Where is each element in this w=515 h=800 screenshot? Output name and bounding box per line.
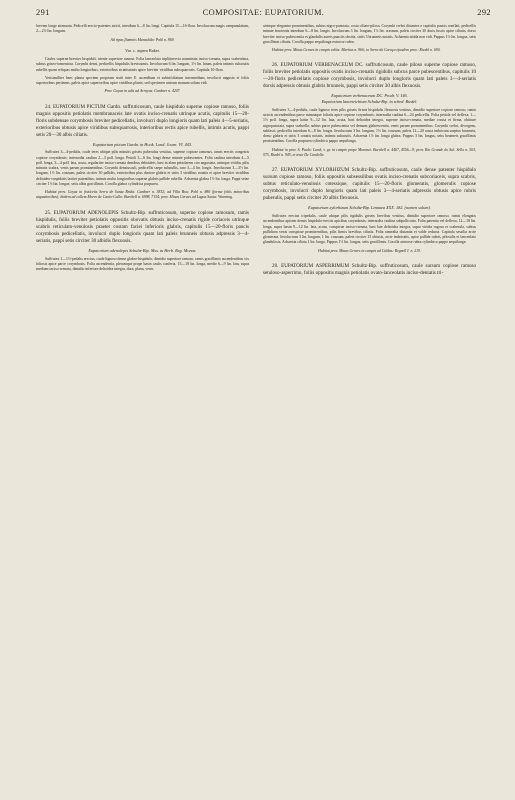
- species-25-heading: 25. EUPATORIUM ADENOLEPIS Schultz-Bip. suffruticosum, superne copiose ramosum, ramis hispidulis, foliis breviter petiolatis oppositis obovatis obtusis inciso-crenatis rigide coriaceis utrinque scabris reticulato-venulosis praeter costam faciei inferioris glabris, capitulis 15—20-floris paucis corymbosis pedicellatis, involucri duplo longioris quam lati paleis brunneis obtusis adpressis 3—4-seriatis, pappi setis circiter 30 albidis flexuosis.: [36, 209, 249, 244]
- left-column: [36, 24, 249, 794]
- species-28-heading: 28. EUPATORIUM ASPERRIMUM Schultz-Bip. suffruticosum, caule sursum copiose ramoso setuloso-asperrimo, foliis oppositis magnis petiolatis ovato-lanceolatis inciso-dentatis tri-: [263, 262, 476, 276]
- species-24-description: Suffrutex 3—4-pedalis, caule teres ubique pilis minutis griseis puberulus vestitus, superne copiose ramosus, ramis erectis congestis copiose corymbosis; internodia caulina 2—3 poll. longa. Petioli 3—6 lin. longi dense minute pubescentes. Folia caulina interdum 4—5 poll. longa, 3—4 poll. lata, acuta, regulariter inciso-crenata dentibus deltoideis, basi in alam petiolarem cito angustata, utrinque viridia, pilis minutis scabra, venis parum prominentibus. Corymbi densiusculi, pedicellis saepe subnullis, raro 3—4 lin. longis. Involucrum 3—3½ lin. longum, 1½ lin. crassum, paleis circiter 30 pallidis, exterioribus plus duriore glabris et striis 3 viridibus notatis et apice breviter viridibus deltoideo-cuspidatis laxiter patentibus, intimis multo longioribus superne glabris pallide rubellis. Achaenia glabra 1½ lin. longa. Pappi setae circiter 1½ lin. longae, setis albis gracillimis. Corolla glabra cylindrica purpurea.: [36, 150, 249, 186]
- continued-description: brevem longe attenuata. Pedicelli erecto-patentes stricti, interdum 6—8 lin. longi. Capitula 15—16-flora. Involucrum magis campanulatum, 2—2½ lin. longum.: [36, 24, 249, 34]
- running-title: COMPOSITAE: EUPATORIUM.: [202, 8, 325, 17]
- species-26-reference: Eupatorium verbenaceum DC. Prodr. V. 146.: [331, 93, 408, 99]
- species-26-description: Suffrutex 3—4-pedalis, caule lignoso teres pilis griseis firmis hispidulis flexuosis vestitus, dimidio superiore copiose ramoso, ramis strictis ascendentibus parce minutaque foliatis apice copiose corymbosis; internodia caulina 6—24 pedicellis. Folia petiola vel deflexa, 1—1½ poll. longa, supra basin 9—12 lin. lata, acuta, basi deltoidea integra, superne inciso-crenata, mediae crassa et firma, obtiture nigropunctata, supra scabrella, subtus parce pubescentia vel demum glabrescentia, venis parum prominentibus. Corymbi crebri, divergens, subfasci, pedicellis interdum 6—8 lin. longis. Involucrum 3 lin. longum, 1½ lin. crassum, paleis 12—20 acuta imbricata saepius brunneis, dorso glabris et striis 3 ornatis notatis, intimis subacutis. Achaenia 1½ lin. longa glabra. Pappus 3 lin. longus, setis brunneis gracillimis persistentibus. Corolla purpurea cylindrica pappo aequilonga.: [263, 107, 476, 144]
- species-26-synonym: Eupatorium lancetrichium Schultz-Bip. in sched. Riedel.: [321, 99, 418, 105]
- locality-note: Habitat prov. Minas Geraes in campis editis: Martius n. 966; in Serra da Caraça ejusdem prov.: Riedel n. 690.: [272, 48, 441, 52]
- species-24-locality: Habitat prov. Goyaz in fruticetis Serra de Santa Brida: Gardner n. 3832; ad Villa Boa: Pohl n. 886 (forma foliis minoribus angustioribus); ibidem ad collem Morro de Canto-Gallo: Burchell n. 6998, 7154; prov. Minas Geraes ad Lagoa Santa: Warming.: [36, 190, 249, 200]
- variety-heading: Var. c. aspera Baker.: [125, 48, 160, 54]
- locality-note: Ad ripas fluminis Marauhão: Pohl n. 869.: [110, 37, 175, 42]
- right-column: [263, 24, 476, 794]
- variety-remark: Verisimiliter haec planta speciem propriam sistit inter E. ascendium et subtrifoliatum intermedium, involucri angusto et foliis superioribus pertinens, paleis apice superioribus apice viridibus planis; sed specimen unicum manum solum vidi.: [36, 75, 249, 85]
- species-27-description: Suffrutex erectus tripedalis, caule ubique pilis rigidulis griseis brevibus vestitus, dimidio superiore ramoso, ramis elongatis ascendentibus apicem densis hispidulo-erectis apicibus corymbosis; internodia caulina subpollicaria. Folia patentia vel deflexa, 12—18 lin. longa, supra basin 9—12 lin. lata, acuta, conspicue inciso-crenata, basi late deltoidea integra, supra viridia rugosa et scaberula, subtus pallidiora venis conspicue prominentibus, pilis firmis brevibus ciliatis. Folia ramealia distantia et valde reducta. Capitula sessilia arcte glomerata. Involucrum 3 lin. longum, 1 lin. crassum, paleis circiter 15 obtusis, arcte imbricatis, apice pallide rubris, pilosulis et lanceolato glandulosis. Achaenia ciliata 1 lin. longa. Pappus 1½ lin. longus, setis gracillimis. Corolla antrorse rubra cylindrica pappo aequilonga.: [263, 214, 476, 245]
- species-27-heading: 27. EUPATORIUM XYLORHIZUM Schultz-Bip. suffruticosum, caule dense patenter hispidulo sursum copiose ramoso, foliis oppositis subsessilibus ovatis inciso-crenatis subcoriaceis, supra scabris, subtus reticulato-venulosis cotessique, capitulis 15—20-floris glomeratis, glomerulis copiose corymbosis, involucri duplo longioris quam lati paleis 3—4-seriatis adpressis obtusis apice rubris puberulis, pappi setis circiter 20 albis flexuosis.: [263, 167, 476, 202]
- continued-description: utrinque elegantur prominentibus, subtus nigro-punctata, costa ciliato-pilosa. Corymbi crebri distantes e capitulis paucis conflati, pedicellis minute bracteatis interdum 6—8 lin. longis. Involucrum 3 lin. longum, 1½ lin. crassum, paleis circiter 30 duris fuscis apice ciliatis, dorso breviter inciso-pubescentia et glandulis aureis punctis obsitis, striis 3 brunneis notatis. Achaenia nitida non vidi. Pappus 1½ lin. longus, setis gracillimis ciliatis. Corolla pappo aequilonga extrorse rubra.: [263, 24, 476, 44]
- species-26-heading: 26. EUPATORIUM VERBENACEUM DC. suffruticosum, caule piloso superne copiose ramoso, foliis breviter petiolatis oppositis ovatis inciso-crenatis rigidulis subcus parce pubescentibus, capitulis 10—20-floris pedicellatis copiose corymbosis, involucri duplo longioris quam lati paleis 3—4-seriatis dorsis adpressis obtusis glabris brunneis, pappi setis circiter 30 albis flexuosis.: [263, 62, 476, 90]
- species-24-reference: Eupatorium pictum Gardn. in Hook. Lond. Journ. VI. 443.: [92, 141, 193, 147]
- page-header: [36, 8, 491, 20]
- page-number-right: 292: [477, 8, 491, 17]
- species-27-locality: Habitat prov. Minas Geraes in campis ad Caldas: Regnell I. n. 219.: [318, 248, 421, 253]
- species-25-description: Suffrutex 1—1½-pedalis erectus, caule lignoso dense glabro-hispidulo, dimidio superiore ramoso, ramis gracillimis ascendentibus vix foliosis apice parce corymbosis. Folia ascendentia, plerumque prope basin caulis conferta, 15—18 lin. longa, medio 6—9 lin. lata, supra medium inciso-crenata, dimidio inferiore deltoidea integra, dura, plana, venis: [36, 256, 249, 272]
- species-24-heading: 24. EUPATORIUM PICTUM Gardn. suffruticosum, caule hispidulo superne copiose ramoso, foliis magnis oppositis petiolatis membranaceis late ovatis inciso-crenatis utrinque acutis, capitulis 15—20-floris subdensae corymbosis breviter pedicellatis, involucri duplo longioris quam lati paleis 4—5-seriatis, exterioribus obtusis apice viridibus subsquarrosis, interioribus rectis apice rubellis, intimis acutis, pappi setis 20—30 albis ciliatis.: [36, 103, 249, 138]
- page-number-left: 291: [36, 8, 50, 17]
- variety-locality: Prov. Goyaz in udis ad Arrayas: Gardner n. 4207.: [104, 89, 181, 94]
- species-26-locality: Habitat in prov. S. Paulo: Lund; v. gr. in campis prope Moronzi: Burchell n. 4467, 4556—9; prov. Rio Grande do Sul: Sello n. 563, 575, Riedel n. 945, et teste De Candolle.: [263, 147, 476, 157]
- species-27-reference: Eupatorium xylorhizum Schultz-Bip. Linnaea XXX. 182. (nomen solum).: [308, 205, 431, 211]
- species-25-reference: Eupatorium adenolepis Schultz-Bip. Mss. in Herb. Reg. Monac.: [88, 247, 197, 253]
- variety-description: Caules superne breviter hispiduli, triente superiore ramosi. Folia lanceolata tripliiinervia acuminata inciso-crenata, supra scaberrima, subtus griseo-tomentosa. Corymbi densi, pedicellis hispidulis brevissimis. Involucrum 6 lin. longum, 1½ lin. latum, paleis intimis subacutis rubellis quam reliquas multo longioribus, exterioribus striatissimis apice breviter viridibus subsquarrosis. Capitula 10-flora.: [36, 57, 249, 72]
